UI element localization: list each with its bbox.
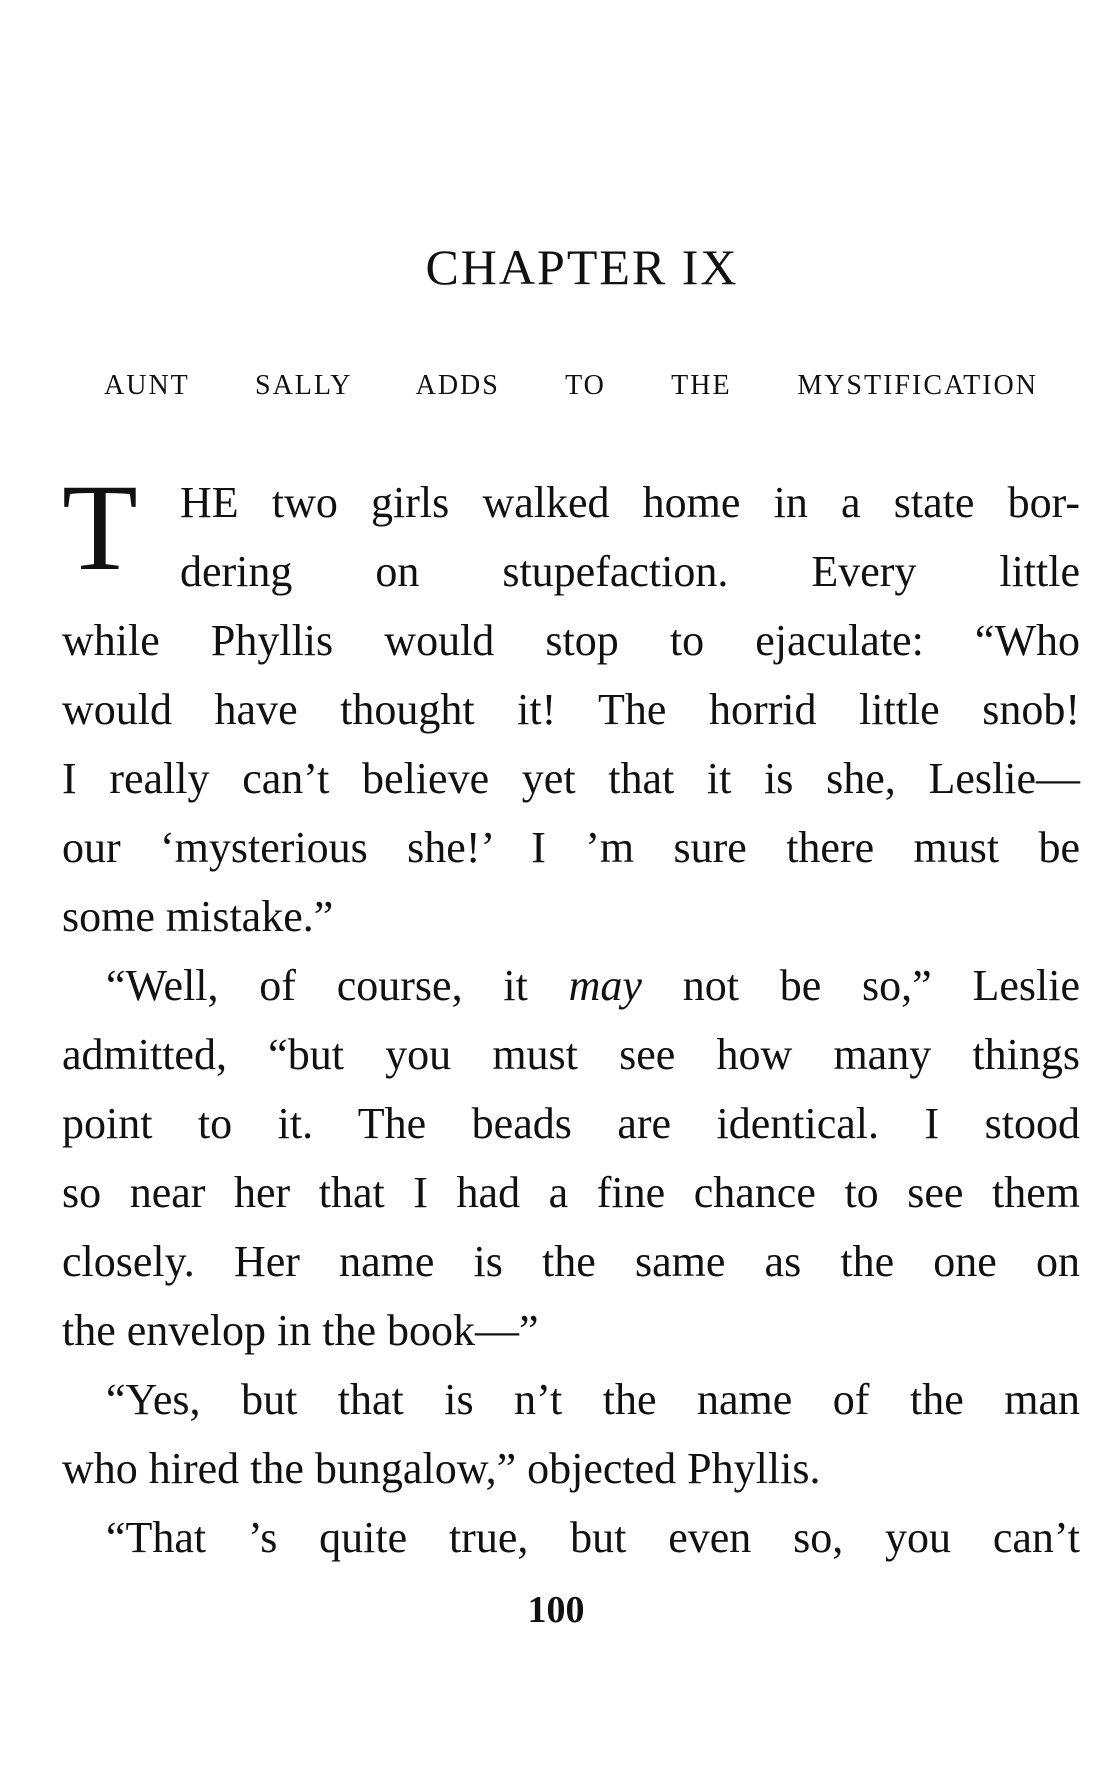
text-line: some mistake.”: [62, 892, 334, 941]
drop-cap: T: [62, 459, 138, 596]
text-line: point to it. The beads are identical. I stood: [62, 1099, 1080, 1148]
text-line: the envelop in the book—”: [62, 1306, 539, 1355]
text-line: who hired the bungalow,” objected Phyllis.: [62, 1444, 821, 1493]
text-line: would have thought it! The horrid little snob!: [62, 685, 1080, 734]
text-line: so near her that I had a fine chance to see them: [62, 1168, 1080, 1217]
text-line: our ‘mysterious she!’ I ’m sure there must be: [62, 823, 1080, 872]
text-line: while Phyllis would stop to ejaculate: “Who: [62, 616, 1080, 665]
text-line: [62, 951, 1080, 1020]
text-line: HE two girls walked home in a state bor-: [180, 478, 1080, 527]
text-line: “That ’s quite true, but even so, you can’t: [106, 1513, 1080, 1562]
chapter-title: CHAPTER IX: [425, 239, 739, 295]
text-line: “Yes, but that is n’t the name of the man: [106, 1375, 1080, 1424]
page-number: 100: [527, 1589, 585, 1631]
text-line: closely. Her name is the same as the one on: [62, 1237, 1080, 1286]
chapter-subtitle: AUNT SALLY ADDS TO THE MYSTIFICATION: [104, 370, 1038, 401]
text-line: admitted, “but you must see how many things: [62, 1030, 1080, 1079]
text-line: I really can’t believe yet that it is she, Leslie—: [62, 754, 1080, 803]
italic-emphasis: may: [568, 961, 642, 1010]
text-segment: “Well, of course, it: [106, 961, 569, 1010]
body-text: [62, 459, 1080, 1572]
text-line: dering on stupefaction. Every little: [180, 547, 1080, 596]
text-segment: not be so,” Leslie: [641, 961, 1080, 1010]
